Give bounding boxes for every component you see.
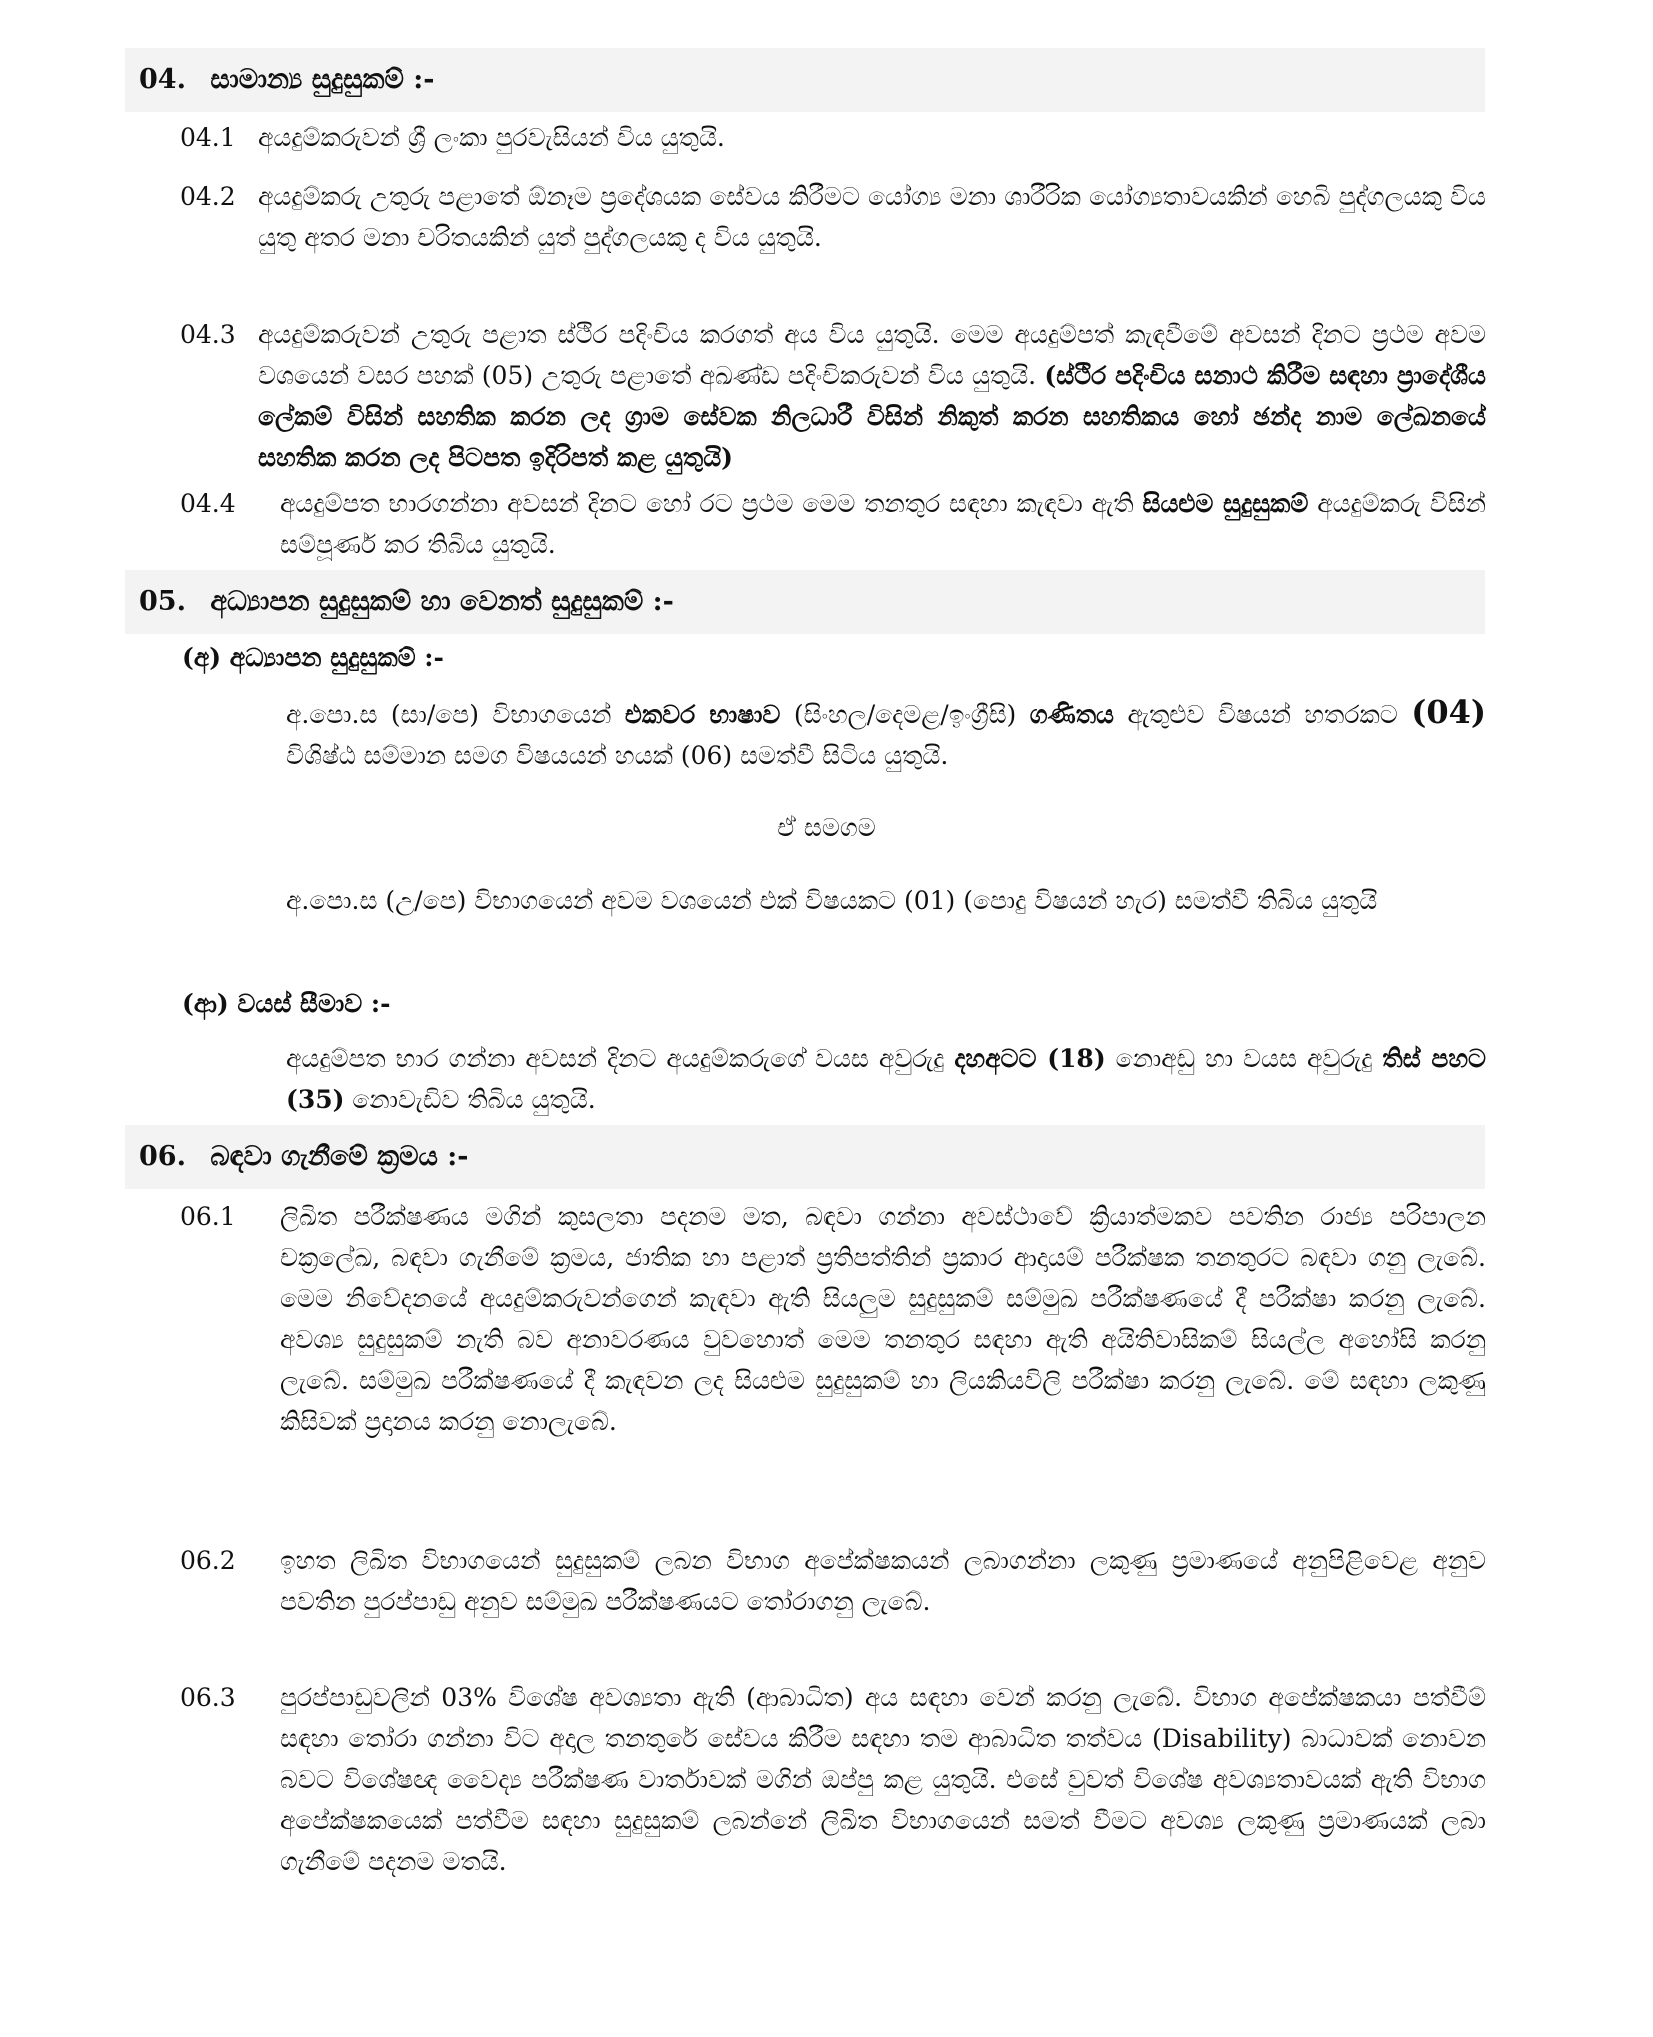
a-p1-bold-a: එකවර භාෂාව — [624, 700, 781, 729]
section-05-title: අධ්‍යාපන සුදුසුකම් හා වෙනත් සුදුසුකම් :- — [210, 586, 674, 617]
subsection-b-heading: (ආ) වයස් සීමාව :- — [182, 989, 391, 1018]
subsection-a-heading: (අ) අධ්‍යාපන සුදුසුකම් :- — [182, 643, 444, 672]
b-part-b: නොඅඩු හා වයස අවුරුදු — [1115, 1044, 1373, 1073]
b-bold-a: දහඅටට (18) — [954, 1044, 1106, 1073]
b-part-c: නොවැඩිව තිබිය යුතුයි. — [352, 1085, 596, 1114]
item-04-3-bold-note: (ස්ථිර පදිංචිය සනාථ කිරීම සඳහා ප්‍රාදේශීය ලේකම් විසින් සහතික කරන ලද ග්‍රාම සේවක නිලධාරී විසින් නිකුත් කරන සහතිකය හෝ ඡන්ද නාම ලේඛනයේ සහතික කරන ලද පිටපත ඉදිරිපත් කළ යුතුයි) — [258, 361, 1486, 472]
and-also-line: ඒ සමගම — [777, 813, 876, 842]
item-04-3-text — [258, 314, 1486, 478]
subsection-a-para-2: අ.පො.ස (උ/පෙ) විභාගයෙන් අවම වශයෙන් එක් විෂයකට (01) (පොදු විෂයන් හැර) සමත්වී තිබිය යුතුයි — [286, 886, 1378, 915]
section-04-heading — [125, 48, 1485, 112]
a-p1-bold-b: ගණිතය — [1029, 700, 1114, 729]
subsection-b-para — [286, 1038, 1486, 1120]
b-part-a: අයදුම්පත භාර ගන්නා අවසන් දිනට අයදුම්කරුගේ වයස අවුරුදු — [286, 1044, 945, 1073]
item-04-1-number: 04.1 — [180, 123, 236, 152]
item-04-2-text: අයදුම්කරු උතුරු පළාතේ ඕනෑම ප්‍රදේශයක සේවය කිරීමට යෝග්‍ය මනා ශාරීරික යෝග්‍යතාවයකින් හෙබි පුද්ගලයකු විය යුතු අතර මනා චරිතයකින් යුත් පුද්ගලයකු ද විය යුතුයි. — [258, 182, 1486, 252]
item-04-4-bold: සියළුම සුදුසුකම් — [1142, 489, 1309, 518]
item-04-1-text: අයදුම්කරුවන් ශ්‍රී ලංකා පුරවැසියන් විය යුතුයි. — [258, 123, 725, 152]
item-06-1-text: ලිඛිත පරීක්ෂණය මගින් කුසලතා පදනම මත, බඳවා ගන්නා අවස්ථාවේ ක්‍රියාත්මකව පවතින රාජ්‍ය පරිපාලන චක්‍රලේඛ, බඳවා ගැනීමේ ක්‍රමය, ජාතික හා පළාත් ප්‍රතිපත්තින් ප්‍රකාර ආදායම් පරීක්ෂක තනතුරට බඳවා ගනු ලැබේ. මෙම නිවේදනයේ අයදුම්කරුවන්ගෙන් කැඳවා ඇති සියලුම සුදුසුකම් සම්මුඛ පරීක්ෂණයේ දී පරීක්ෂා කරනු ලැබේ. අවශ්‍ය සුදුසුකම් නැති බව අනාවරණය වුවහොත් මෙම තනතුර සඳහා ඇති අයිතිවාසිකම් සියල්ල අහෝසි කරනු ලැබේ. සම්මුඛ පරීක්ෂණයේ දී කැඳවන ලද සියළුම සුදුසුකම් හා ලියකියවිලි පරීක්ෂා කරනු ලැබේ. මේ සඳහා ලකුණු කිසිවක් ප්‍රදානය කරනු නොලැබේ. — [280, 1202, 1486, 1436]
section-06-title: බඳවා ගැනීමේ ක්‍රමය :- — [210, 1141, 469, 1172]
subsection-a-para-1 — [286, 692, 1486, 776]
item-04-3-body: අයදුම්කරුවන් උතුරු පළාත ස්ථිර පදිංචිය කරගත් අය විය යුතුයි. මෙම අයදුම්පත් කැඳවීමේ අවසන් දිනට ප්‍රථම අවම වශයෙන් වසර පහක් (05) උතුරු පළාතේ අඛණ්ඩ පදිංචිකරුවන් විය යුතුයි. — [258, 320, 1486, 390]
item-04-4-part-a: අයදුම්පත භාරගන්නා අවසන් දිනට හෝ රට ප්‍රථම මෙම තනතුර සඳහා කැඳවා ඇති — [280, 489, 1134, 518]
section-05-number: 05. — [139, 586, 186, 617]
a-p1-big-number: (04) — [1411, 693, 1486, 731]
item-04-2-number: 04.2 — [180, 182, 236, 211]
section-04-title: සාමාන්‍ය සුදුසුකම් :- — [210, 64, 435, 95]
item-06-3-text: පුරප්පාඩුවලින් 03% විශේෂ අවශ්‍යතා ඇති (ආබාධිත) අය සඳහා වෙන් කරනු ලැබේ. විභාග අපේක්ෂකයා පත්වීම් සඳහා තෝරා ගන්නා විට අදාල තනතුරේ සේවය කිරීම සඳහා තම ආබාධිත තත්වය (Disability) බාධාවක් නොවන බවට විශේෂඥ වෛද්‍ය පරීක්ෂණ වාර්තාවක් මගින් ඔප්පු කළ යුතුයි. එසේ වුවත් විශේෂ අවශ්‍යතාවයක් ඇති විභාග අපේක්ෂකයෙක් පත්වීම සඳහා සුදුසුකම් ලබන්නේ ලිඛිත විභාගයෙන් සමත් වීමට අවශ්‍ය ලකුණු ප්‍රමාණයක් ලබා ගැනීමේ පදනම මතයි. — [280, 1683, 1486, 1876]
item-04-4-text — [280, 483, 1486, 565]
a-p1-part-c: ඇතුළුව විෂයන් හතරකට — [1127, 700, 1398, 729]
item-04-4-number: 04.4 — [180, 489, 236, 518]
section-04-number: 04. — [139, 64, 186, 95]
section-05-heading — [125, 570, 1485, 634]
item-06-1-number: 06.1 — [180, 1202, 236, 1231]
item-06-2-text: ඉහත ලිඛිත විභාගයෙන් සුදුසුකම් ලබන විභාග අපේක්ෂකයන් ලබාගන්නා ලකුණු ප්‍රමාණයේ අනුපිළිවෙළ අනුව පවතින පුරප්පාඩු අනුව සම්මුඛ පරීක්ෂණයට තෝරාගනු ලැබේ. — [280, 1546, 1486, 1616]
section-06-number: 06. — [139, 1141, 186, 1172]
a-p1-part-a: අ.පො.ස (සා/පෙ) විභාගයෙන් — [286, 700, 612, 729]
item-06-2-number: 06.2 — [180, 1546, 236, 1575]
a-p1-part-b: (සිංහල/දෙමළ/ඉංග්‍රීසි) — [793, 700, 1017, 729]
item-06-3-number: 06.3 — [180, 1683, 236, 1712]
item-04-3-number: 04.3 — [180, 320, 236, 349]
item-04-4-part-b: අයදුම්කරු විසින් සම්පූර්ණ කර තිබිය යුතුයි. — [280, 489, 1486, 559]
a-p1-part-d: විශිෂ්ඨ සම්මාන සමග විෂයයන් හයක් (06) සමත්වී සිටිය යුතුයි. — [286, 741, 949, 770]
b-bold-b: තිස් පහට (35) — [286, 1044, 1487, 1114]
section-06-heading — [125, 1125, 1485, 1189]
